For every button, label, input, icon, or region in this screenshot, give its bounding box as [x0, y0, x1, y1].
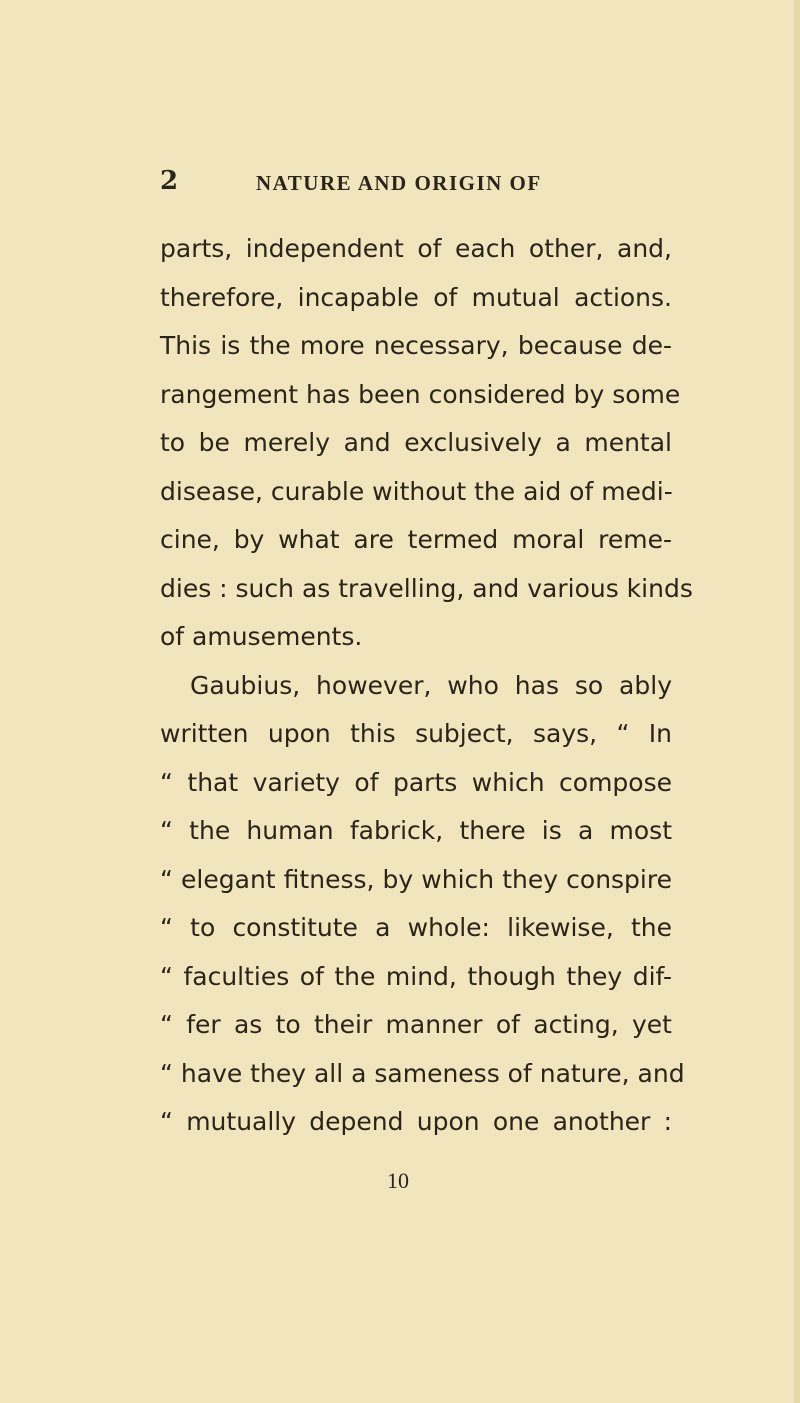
- text-line: parts, independent of each other, and,: [160, 234, 672, 263]
- text-line: disease, curable without the aid of medi-: [160, 476, 673, 506]
- text-line: “ mutually depend upon one another :: [160, 1107, 672, 1136]
- text-line-paragraph-end: of amusements.: [160, 622, 363, 651]
- page-edge: [794, 0, 800, 1403]
- text-line: “ have they all a sameness of nature, and: [160, 1058, 685, 1088]
- catchword: 10: [387, 1168, 409, 1193]
- page-number: 2: [160, 166, 179, 196]
- text-line: dies : such as travelling, and various kinds: [160, 573, 693, 603]
- running-header: [160, 166, 680, 206]
- text-line: “ that variety of parts which compose: [160, 767, 672, 797]
- text-line: “ to constitute a whole: likewise, the: [160, 913, 672, 942]
- body-text: [160, 225, 693, 1147]
- text-line: “ faculties of the mind, though they dif-: [160, 961, 672, 991]
- text-line: cine, by what are termed moral reme-: [160, 525, 672, 554]
- text-line: rangement has been considered by some: [160, 379, 681, 409]
- text-line: therefore, incapable of mutual actions.: [160, 282, 672, 312]
- text-line: “ elegant fitness, by which they conspire: [160, 864, 672, 894]
- text-line: This is the more necessary, because de-: [160, 331, 672, 360]
- text-line: written upon this subject, says, “ In: [160, 719, 672, 748]
- text-line: to be merely and exclusively a mental: [160, 428, 672, 457]
- text-line: “ fer as to their manner of acting, yet: [160, 1010, 672, 1039]
- text-line: “ the human fabrick, there is a most: [160, 816, 672, 845]
- text-line-paragraph-start: Gaubius, however, who has so ably: [190, 670, 672, 700]
- running-title: NATURE AND ORIGIN OF: [256, 171, 542, 195]
